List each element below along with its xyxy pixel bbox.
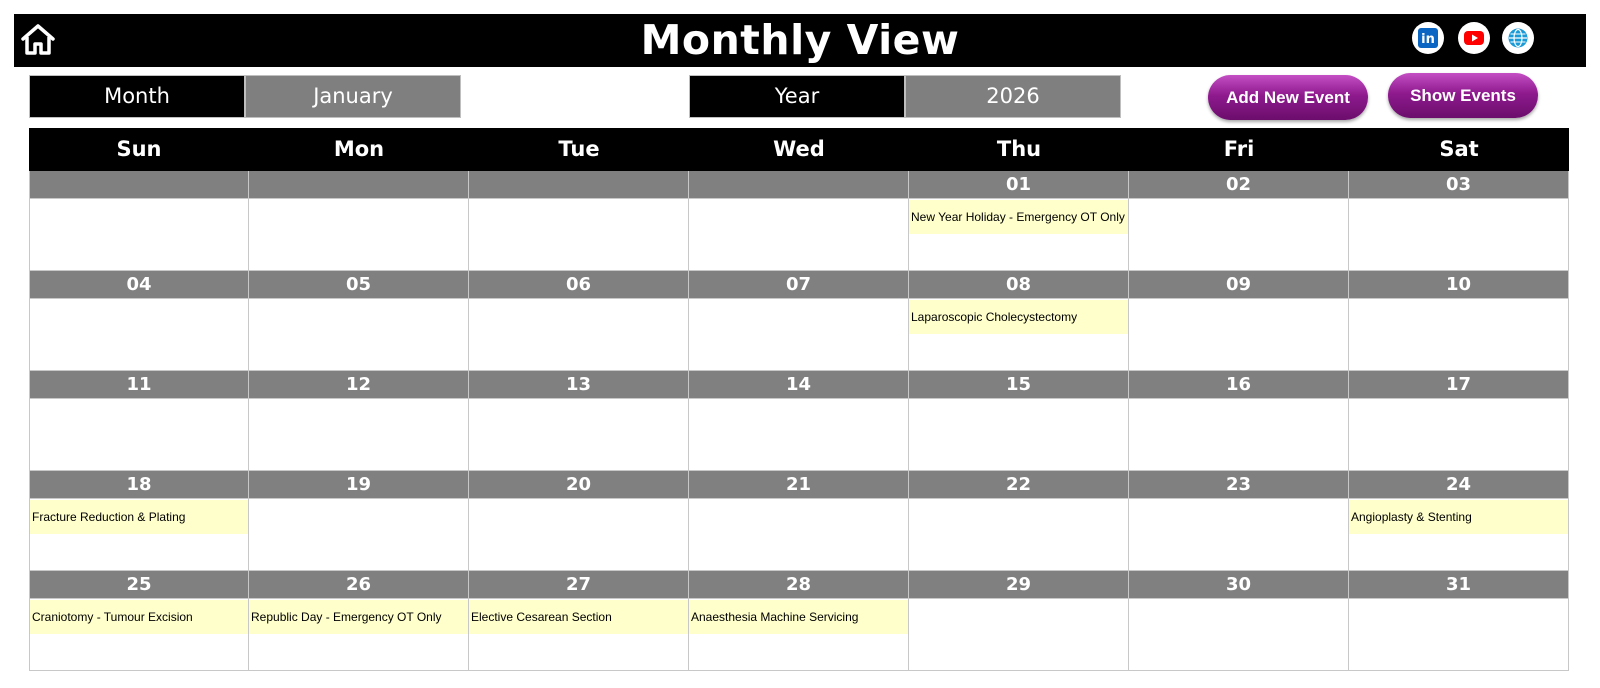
day-cell[interactable]: [249, 171, 469, 271]
calendar-weeks: [29, 171, 1569, 671]
event-entry[interactable]: Anaesthesia Machine Servicing: [689, 600, 908, 634]
day-cell[interactable]: [909, 271, 1129, 371]
week-row: [29, 171, 1569, 271]
day-cell[interactable]: [1349, 271, 1569, 371]
day-number: 20: [469, 471, 688, 499]
day-number: 02: [1129, 171, 1348, 199]
web-globe-icon[interactable]: [1502, 22, 1534, 54]
day-number: 14: [689, 371, 908, 399]
day-number: 03: [1349, 171, 1568, 199]
day-cell[interactable]: [1129, 171, 1349, 271]
day-number: 16: [1129, 371, 1348, 399]
day-cell[interactable]: [689, 171, 909, 271]
day-cell[interactable]: [1349, 171, 1569, 271]
day-cell[interactable]: [1349, 371, 1569, 471]
day-number: 18: [30, 471, 248, 499]
day-cell[interactable]: [1349, 571, 1569, 671]
day-of-week-header: [29, 128, 1569, 171]
event-entry[interactable]: Republic Day - Emergency OT Only: [249, 600, 468, 634]
event-entry[interactable]: Laparoscopic Cholecystectomy: [909, 300, 1128, 334]
week-row: [29, 371, 1569, 471]
day-of-week-thu: Thu: [996, 137, 1042, 161]
day-number: 11: [30, 371, 248, 399]
day-cell[interactable]: [469, 471, 689, 571]
day-cell[interactable]: [249, 271, 469, 371]
event-entry[interactable]: Fracture Reduction & Plating: [30, 500, 248, 534]
day-of-week-sat: Sat: [1439, 137, 1479, 161]
day-number: 24: [1349, 471, 1568, 499]
year-label: Year: [689, 75, 905, 118]
linkedin-icon[interactable]: [1412, 22, 1444, 54]
day-cell[interactable]: [909, 171, 1129, 271]
day-cell[interactable]: [249, 571, 469, 671]
day-of-week-tue: Tue: [558, 137, 600, 161]
add-new-event-button[interactable]: Add New Event: [1208, 75, 1368, 120]
month-dropdown[interactable]: January: [245, 75, 461, 118]
day-cell[interactable]: [469, 371, 689, 471]
day-number: 01: [909, 171, 1128, 199]
day-of-week-wed: Wed: [773, 137, 825, 161]
day-cell[interactable]: [1129, 371, 1349, 471]
day-number: 13: [469, 371, 688, 399]
day-cell[interactable]: [249, 471, 469, 571]
year-dropdown[interactable]: 2026: [905, 75, 1121, 118]
day-number: 28: [689, 571, 908, 599]
day-of-week-fri: Fri: [1223, 137, 1255, 161]
day-cell[interactable]: [689, 571, 909, 671]
day-cell[interactable]: [909, 471, 1129, 571]
day-cell[interactable]: [689, 471, 909, 571]
day-number: 12: [249, 371, 468, 399]
day-cell[interactable]: [29, 571, 249, 671]
day-number: 30: [1129, 571, 1348, 599]
event-entry[interactable]: Craniotomy - Tumour Excision: [30, 600, 248, 634]
week-row: [29, 471, 1569, 571]
day-of-week-sun: Sun: [116, 137, 162, 161]
day-number: 22: [909, 471, 1128, 499]
day-number: 05: [249, 271, 468, 299]
day-number: [689, 171, 908, 199]
day-number: 19: [249, 471, 468, 499]
day-number: 07: [689, 271, 908, 299]
day-cell[interactable]: [29, 371, 249, 471]
day-number: 23: [1129, 471, 1348, 499]
day-number: 27: [469, 571, 688, 599]
day-number: 25: [30, 571, 248, 599]
youtube-icon[interactable]: [1458, 22, 1490, 54]
day-cell[interactable]: [689, 271, 909, 371]
page-title: Monthly View: [640, 16, 960, 64]
day-of-week-mon: Mon: [333, 137, 385, 161]
day-cell[interactable]: [29, 171, 249, 271]
day-number: 15: [909, 371, 1128, 399]
day-cell[interactable]: [469, 271, 689, 371]
day-number: 31: [1349, 571, 1568, 599]
day-number: 21: [689, 471, 908, 499]
day-number: 17: [1349, 371, 1568, 399]
day-number: 04: [30, 271, 248, 299]
day-cell[interactable]: [29, 271, 249, 371]
week-row: [29, 271, 1569, 371]
day-number: 10: [1349, 271, 1568, 299]
day-number: [30, 171, 248, 199]
day-cell[interactable]: [469, 571, 689, 671]
day-cell[interactable]: [909, 371, 1129, 471]
title-bar: [14, 14, 1586, 67]
linkedin-glyph: in: [1421, 32, 1435, 47]
week-row: [29, 571, 1569, 671]
month-label: Month: [29, 75, 245, 118]
day-cell[interactable]: [1129, 571, 1349, 671]
day-number: 06: [469, 271, 688, 299]
show-events-button[interactable]: Show Events: [1388, 73, 1538, 118]
day-number: 29: [909, 571, 1128, 599]
day-number: 08: [909, 271, 1128, 299]
day-cell[interactable]: [909, 571, 1129, 671]
event-entry[interactable]: Angioplasty & Stenting: [1349, 500, 1568, 534]
day-cell[interactable]: [29, 471, 249, 571]
day-number: 26: [249, 571, 468, 599]
day-number: [469, 171, 688, 199]
day-number: 09: [1129, 271, 1348, 299]
day-number: [249, 171, 468, 199]
day-cell[interactable]: [1129, 471, 1349, 571]
day-cell[interactable]: [249, 371, 469, 471]
day-cell[interactable]: [469, 171, 689, 271]
calendar-grid: [29, 128, 1569, 671]
day-cell[interactable]: [1129, 271, 1349, 371]
event-entry[interactable]: New Year Holiday - Emergency OT Only: [909, 200, 1128, 234]
day-cell[interactable]: [689, 371, 909, 471]
event-entry[interactable]: Elective Cesarean Section: [469, 600, 688, 634]
day-cell[interactable]: [1349, 471, 1569, 571]
